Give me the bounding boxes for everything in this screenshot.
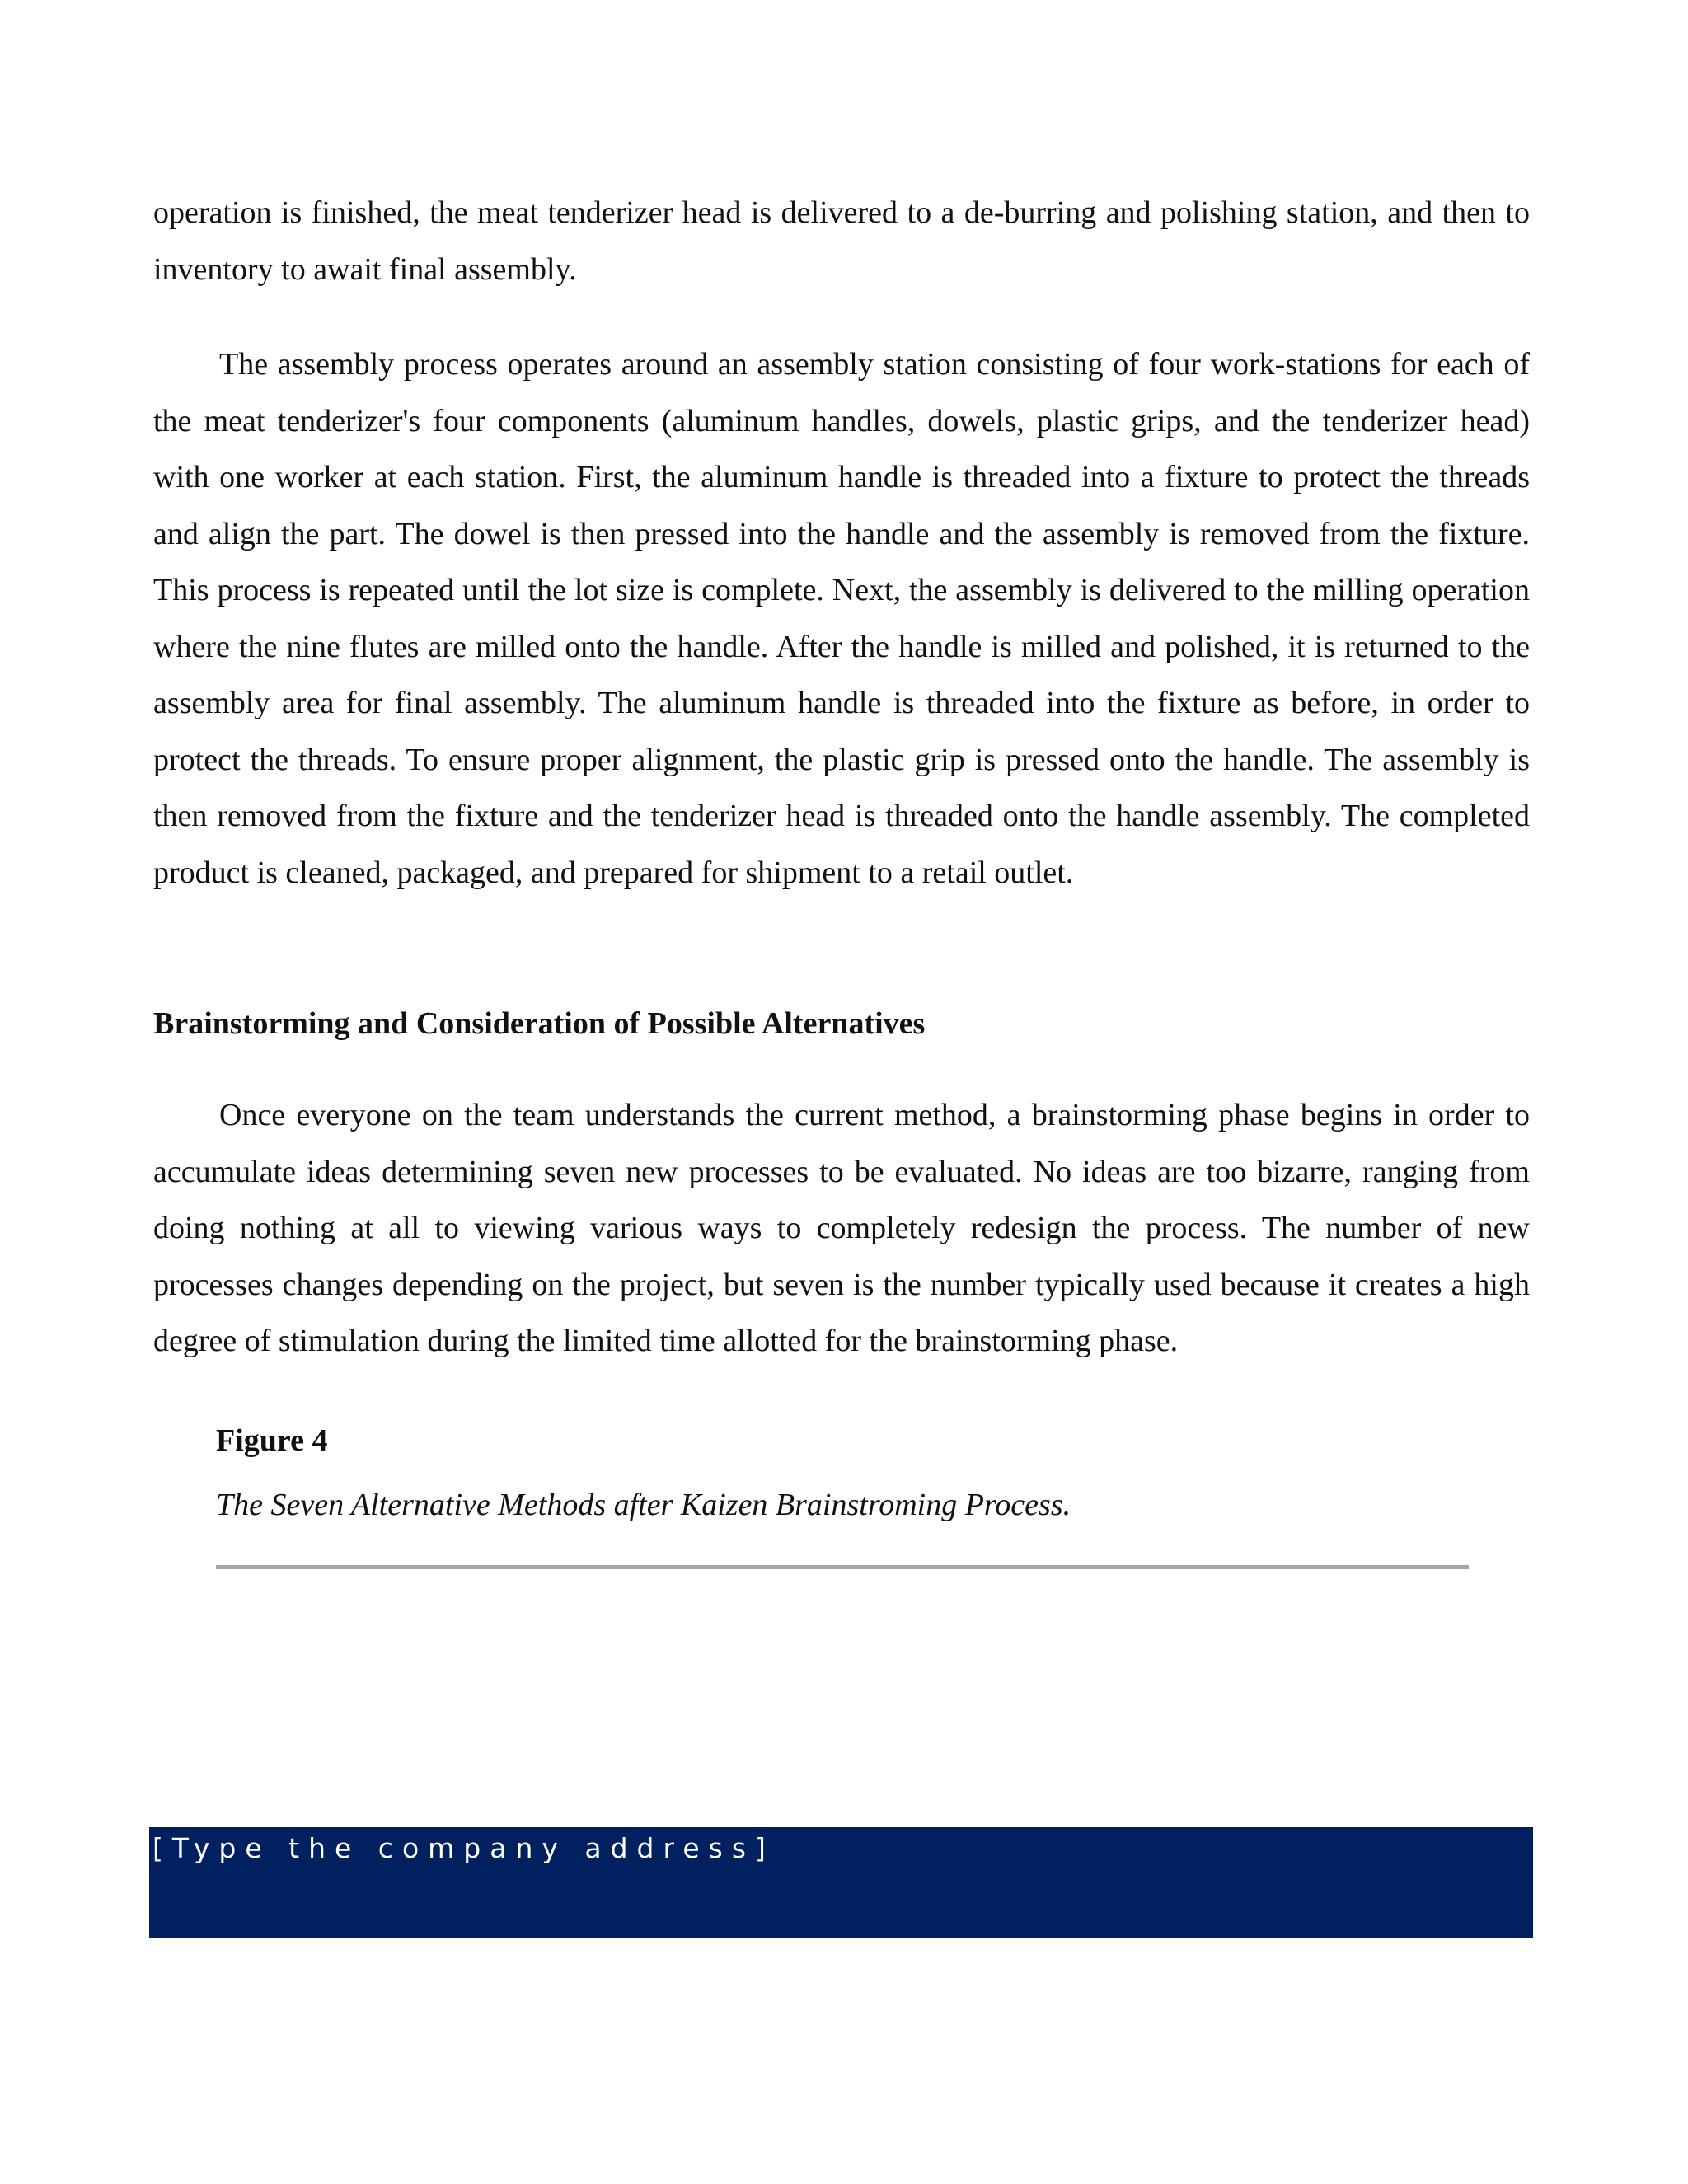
section-heading: Brainstorming and Consideration of Possible Alternatives — [153, 1006, 926, 1041]
figure-title: The Seven Alternative Methods after Kaizen Brainstroming Process. — [216, 1488, 1071, 1522]
figure-divider — [216, 1565, 1469, 1569]
footer-band — [149, 1827, 1533, 1938]
paragraph-assembly-process: The assembly process operates around an assembly station consisting of four work-stations for each of the meat tenderizer's four components (aluminum handles, dowels, plastic grips, and the tenderizer head) with one worker at each station. First, the aluminum handle is threaded into a fixture to protect the threads and align the part. The dowel is then pressed into the handle and the assembly is removed from the fixture. This process is repeated until the lot size is complete. Next, the assembly is delivered to the milling operation where the nine flutes are milled onto the handle. After the handle is milled and polished, it is returned to the assembly area for final assembly. The aluminum handle is threaded into the fixture as before, in order to protect the threads. To ensure proper alignment, the plastic grip is pressed onto the handle. The assembly is then removed from the fixture and the tenderizer head is threaded onto the handle assembly. The completed product is cleaned, packaged, and prepared for shipment to a retail outlet. — [153, 347, 1530, 890]
figure-label: Figure 4 — [216, 1423, 328, 1458]
company-address-field[interactable]: [Type the company address] — [152, 1832, 775, 1864]
paragraph-inventory: operation is finished, the meat tenderizer head is delivered to a de-burring and polishing station, and then to inventory to await final assembly. — [153, 195, 1530, 287]
paragraph-brainstorming: Once everyone on the team understands the current method, a brainstorming phase begins in order to accumulate ideas determining seven new processes to be evaluated. No ideas are too bizarre, ranging from doing nothing at all to viewing various ways to completely redesign the process. The number of new processes changes depending on the project, but seven is the number typically used because it creates a high degree of stimulation during the limited time allotted for the brainstorming phase. — [153, 1098, 1530, 1358]
